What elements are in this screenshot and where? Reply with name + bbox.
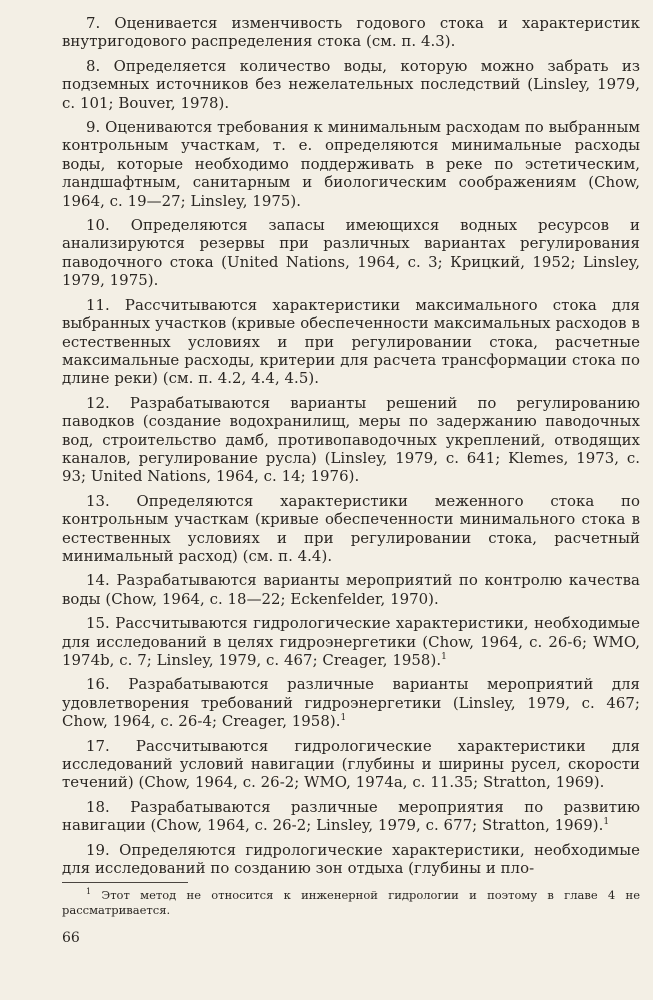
footnote-text: Этот метод не относится к инженерной гидрологии и поэтому в главе 4 не рассматривается. [62, 888, 641, 917]
paragraph-7: 7. Оценивается изменчивость годового стока и характеристик внутригодового распределения стока (см. п. 4.3). [62, 14, 640, 51]
paragraph-9: 9. Оцениваются требования к минимальным расходам по выбранным контрольным участкам, т. е. определяются минимальные расходы воды, которые необходимо поддерживать в реке по эстетическим, ландшафтным, санитарным и биологическим соображениям (Chow, 1964, с. 19—27; Linsley, 1975). [62, 118, 640, 210]
footnote [62, 888, 640, 918]
footnote-marker: 1 [603, 817, 610, 828]
paragraph-16 [62, 675, 640, 730]
paragraph-18-text: 18. Разрабатываются различные мероприятия по развитию навигации (Chow, 1964, с. 26-2; Linsley, 1979, с. 677; Stratton, 1969). [62, 797, 640, 835]
paragraph-13: 13. Определяются характеристики меженного стока по контрольным участкам (кривые обеспеченности минимального стока в естественных условиях и при регулировании стока, расчетный минимальный расход) (см. п. 4.4). [62, 491, 640, 565]
paragraph-16-text: 16. Разрабатываются различные варианты мероприятий для удовлетворения требований гидроэнергетики (Linsley, 1979, с. 467; Chow, 1964, с. 26-4; Creager, 1958). [62, 675, 640, 731]
footnote-marker: 1 [340, 713, 347, 724]
footnote-divider [62, 882, 188, 883]
body-text [62, 14, 640, 883]
footnote-marker: 1 [86, 887, 92, 897]
paragraph-17: 17. Рассчитываются гидрологические характеристики для исследований условий навигации (глубины и ширины русел, скорости течений) (Chow, 1964, с. 26-2; WMO, 1974a, с. 11.35; Stratton, 1969). [62, 736, 640, 792]
paragraph-15-text: 15. Рассчитываются гидрологические характеристики, необходимые для исследований в целях гидроэнергетики (Chow, 1964, с. 26-6; WMO, 1974b, с. 7; Linsley, 1979, с. 467; Creager, 1958). [62, 614, 640, 669]
paragraph-19: 19. Определяются гидрологические характеристики, необходимые для исследований по созданию зон отдыха (глубины и пло- [62, 840, 640, 878]
footnote-marker: 1 [441, 652, 447, 663]
paragraph-15 [62, 614, 640, 669]
paragraph-11: 11. Рассчитываются характеристики максимального стока для выбранных участков (кривые обеспеченности максимальных расходов в естественных условиях и при регулировании стока, расчетные максимальные расходы, критерии для расчета трансформации стока по длине реки) (см. п. 4.2, 4.4, 4.5). [62, 295, 640, 388]
paragraph-10: 10. Определяются запасы имеющихся водных ресурсов и анализируются резервы при различных вариантах регулирования паводочного стока (United Nations, 1964, с. 3; Крицкий, 1952; Linsley, 1979, 1975). [62, 216, 640, 290]
paragraph-14: 14. Разрабатываются варианты мероприятий по контролю качества воды (Chow, 1964, с. 18—22; Eckenfelder, 1970). [62, 571, 640, 608]
paragraph-8: 8. Определяется количество воды, которую можно забрать из подземных источников без нежелательных последствий (Linsley, 1979, с. 101; Bouver, 1978). [62, 56, 640, 112]
paragraph-18 [62, 798, 640, 835]
paragraph-12: 12. Разрабатываются варианты решений по регулированию паводков (создание водохранилищ, меры по задержанию паводочных вод, строительство дамб, противопаводочных укреплений, отводящих каналов, регулирование русла) (Linsley, 1979, с. 641; Klemes, 1973, с. 93; United Nations, 1964, с. 14; 1976). [62, 393, 640, 486]
page-number: 66 [62, 930, 80, 946]
